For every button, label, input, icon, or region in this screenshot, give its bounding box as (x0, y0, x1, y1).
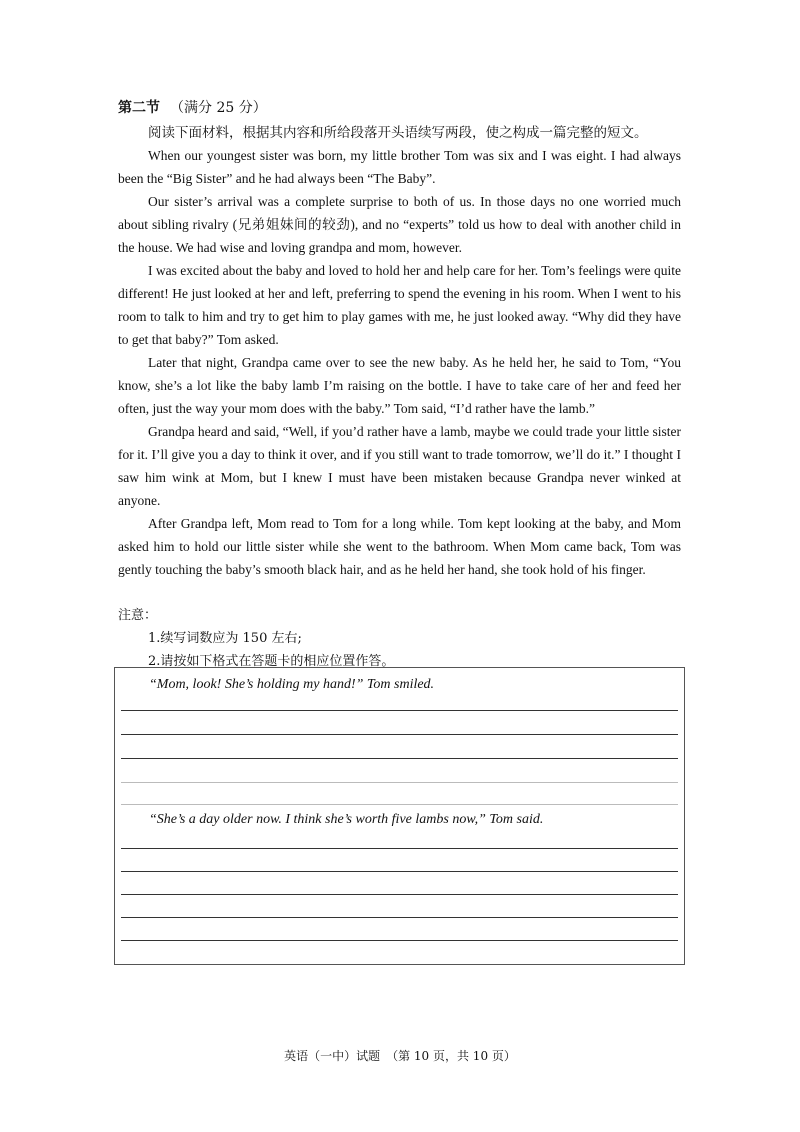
instruction: 阅读下面材料，根据其内容和所给段落开头语续写两段，使之构成一篇完整的短文。 (148, 125, 648, 140)
writing-line[interactable] (121, 758, 678, 759)
notes-section (118, 604, 681, 673)
paragraph: When our youngest sister was born, my little brother Tom was six and I was eight. I had always been the “Big Sister” and he had always been “The Baby”. (118, 148, 681, 186)
section-heading (118, 98, 267, 118)
paragraph: After Grandpa left, Mom read to Tom for a long while. Tom kept looking at the baby, and Mom asked him to hold our little sister while she went to the bathroom. When Mom came back, Tom was gently touching the baby’s smooth black hair, and as he held her hand, she took hold of his finger. (118, 516, 681, 577)
writing-line[interactable] (121, 734, 678, 735)
paragraph: Our sister’s arrival was a complete surprise to both of us. In those days no one worried much about sibling rivalry (兄弟姐妹间的较劲), and no “experts” told us how to deal with another child in the house. We had wise and loving grandpa and mom, however. (118, 194, 681, 255)
paragraph: I was excited about the baby and loved to hold her and help care for her. Tom’s feelings were quite different! He just looked at her and left, preferring to spend the evening in his room. When I went to his room to talk to him and try to get him to play games with me, he just looked away. “Why did they have to get that baby?” Tom asked. (118, 263, 681, 347)
writing-line[interactable] (121, 894, 678, 895)
paragraph-opener-2: “She’s a day older now. I think she’s worth five lambs now,” Tom said. (149, 812, 544, 827)
notes-label: 注意： (118, 608, 158, 623)
writing-line[interactable] (121, 804, 678, 805)
answer-box[interactable] (114, 667, 685, 965)
paragraph: Later that night, Grandpa came over to see the new baby. As he held her, he said to Tom, “You know, she’s a lot like the baby lamb I’m raising on the bottle. I have to take care of her and feed her often, just the way your mom does with the baby.” Tom said, “I’d rather have the lamb.” (118, 355, 681, 416)
writing-line[interactable] (121, 710, 678, 711)
writing-line[interactable] (121, 871, 678, 872)
note-item: 2.请按如下格式在答题卡的相应位置作答。 (148, 654, 395, 669)
writing-line[interactable] (121, 782, 678, 783)
section-title: 第二节 (118, 100, 160, 116)
writing-line[interactable] (121, 848, 678, 849)
reading-passage (118, 121, 681, 581)
section-score: （满分 25 分） (170, 100, 267, 116)
paragraph-opener-1: “Mom, look! She’s holding my hand!” Tom smiled. (149, 677, 435, 692)
writing-line[interactable] (121, 917, 678, 918)
paragraph: Grandpa heard and said, “Well, if you’d rather have a lamb, maybe we could trade your little sister for it. I’ll give you a day to think it over, and if you still want to trade tomorrow, we’ll do it.” I thought I saw him wink at Mom, but I knew I must have been mistaken because Grandpa never winked at anyone. (118, 424, 681, 508)
note-item: 1.续写词数应为 150 左右; (148, 631, 302, 646)
page-footer: 英语（一中）试题 （第 10 页，共 10 页） (284, 1049, 516, 1063)
writing-line[interactable] (121, 940, 678, 941)
